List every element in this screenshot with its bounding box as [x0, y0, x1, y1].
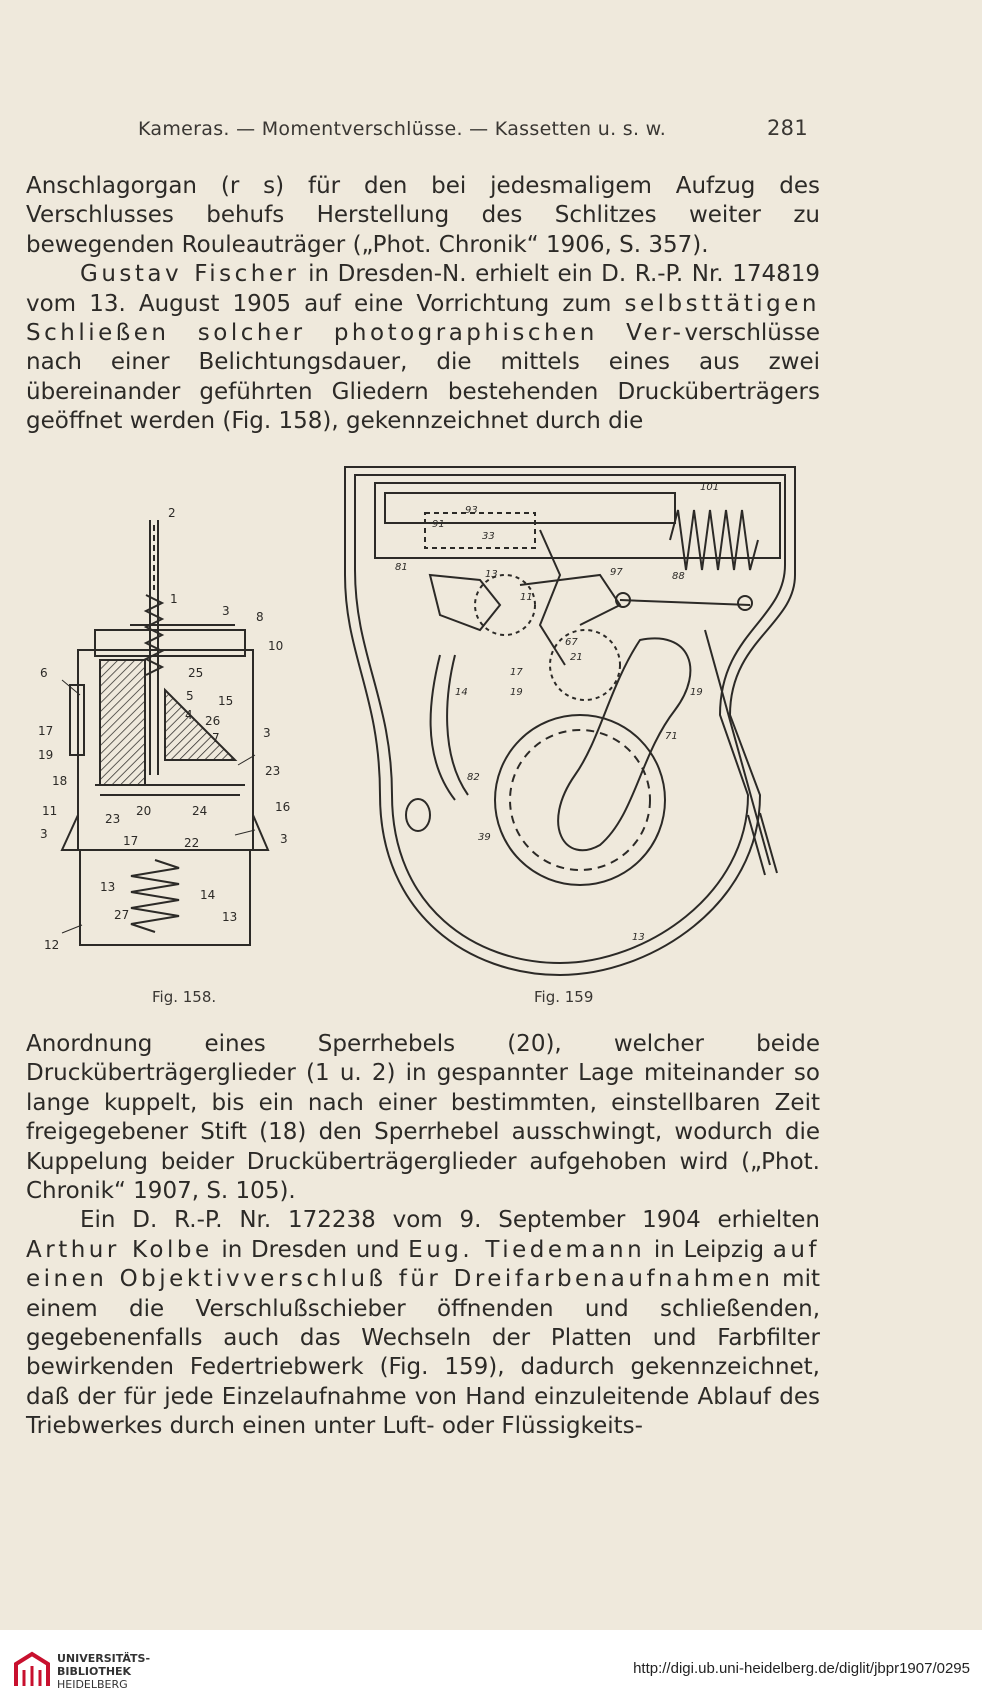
text-block-top: [26, 172, 820, 437]
figure-label: 3: [280, 832, 288, 846]
figure-label: 1: [170, 592, 178, 606]
library-name-line: UNIVERSITÄTS-: [57, 1652, 151, 1665]
library-name: [57, 1652, 150, 1691]
figure-label: 88: [672, 571, 685, 582]
figure-label: 23: [265, 764, 281, 778]
figure-label: 3: [40, 827, 48, 841]
figure-label: 3: [222, 604, 230, 618]
paragraph-text: in Dresden und: [221, 1236, 400, 1263]
figure-label: 3: [263, 726, 271, 740]
paragraph: [26, 1206, 820, 1441]
figure-label: 14: [455, 687, 468, 698]
figure-label: 91: [432, 519, 445, 530]
figure-label: 101: [700, 482, 720, 493]
figure-label: 7: [212, 731, 220, 745]
paragraph: [26, 260, 820, 436]
figure-label: 19: [510, 687, 523, 698]
figure-label: 13: [632, 932, 645, 943]
fig159-labels: [395, 482, 719, 943]
fig159-drawing: [345, 467, 795, 975]
figure-label: 13: [100, 880, 116, 894]
figure-label: 17: [123, 834, 139, 848]
paragraph-text: Nr. 174819 vom 13. August 1905 auf eine Vorrichtung zum: [26, 261, 820, 317]
figure-caption: Fig. 158.: [152, 988, 217, 1006]
paragraph-text: verschlüsse nach einer Belichtungsdauer, die mittels eines aus zwei übereinander geführten Gliedern bestehenden Drucküberträgers geöffnet werden (Fig. 158), gekennzeichnet durch die: [26, 320, 820, 435]
figure-label: 23: [105, 812, 121, 826]
figure-label: 18: [52, 774, 68, 788]
figure-illustrations: [0, 455, 982, 1015]
figure-label: 82: [467, 772, 480, 783]
university-library-logo-icon: [12, 1650, 52, 1690]
figure-label: 81: [395, 562, 408, 573]
paragraph: Anordnung eines Sperrhebels (20), welcher beide Drucküberträgerglieder (1 u. 2) in gespannter Lage miteinander so lange kuppelt, bis ein nach einer bestimmten, einstellbaren Zeit freigegebener Stift (18) den Sperrhebel ausschwingt, wodurch die Kuppelung beider Drucküberträgerglieder aufgehoben wird („Phot. Chronik“ 1907, S. 105).: [26, 1031, 820, 1205]
figure-label: 14: [200, 888, 216, 902]
figure-label: 2: [168, 506, 176, 520]
figure-label: 20: [136, 804, 152, 818]
figure-label: 13: [485, 569, 498, 580]
paragraph-text: in Leipzig: [653, 1236, 765, 1263]
figure-label: 19: [38, 748, 54, 762]
figure-label: 17: [38, 724, 54, 738]
figure-label: 33: [482, 531, 495, 542]
figure-label: 8: [256, 610, 264, 624]
source-url-link[interactable]: http://digi.ub.uni-heidelberg.de/diglit/jbpr1907/0295: [633, 1660, 970, 1677]
figure-label: 25: [188, 666, 204, 680]
paragraph-text: auf einen Objektivverschluß für Dreifarbenaufnahmen: [26, 1236, 821, 1293]
figure-label: 10: [268, 639, 284, 653]
figure-label: 11: [42, 804, 58, 818]
figure-label: 93: [465, 505, 478, 516]
figure-caption: Fig. 159: [534, 988, 594, 1006]
page-number: 281: [767, 116, 808, 140]
paragraph-text: selbsttätigen Schließen solcher photographischen Ver-: [26, 290, 820, 347]
text-block-bottom: [26, 1030, 820, 1442]
figure-label: 39: [478, 832, 491, 843]
figure-label: 67: [565, 637, 578, 648]
figure-label: 71: [665, 731, 678, 742]
running-header: [138, 116, 808, 140]
figure-label: 26: [205, 714, 221, 728]
paragraph-text: mit einem die Verschlußschieber öffnenden und schließenden, gegebenenfalls auch das Wechseln der Platten und Farbfilter bewirkenden Federtriebwerk (Fig. 159), dadurch gekennzeichnet, daß der für jede Einzelaufnahme von Hand einzuleitende Ablauf des Triebwerkes durch einen unter Luft- oder Flüssigkeits-: [26, 1266, 820, 1440]
figure-label: 17: [510, 667, 523, 678]
paragraph-text: in Dresden-N. erhielt ein D. R.-P.: [308, 261, 684, 288]
figure-label: 13: [222, 910, 238, 924]
running-title: Kameras. — Momentverschlüsse. — Kassetten u. s. w.: [138, 118, 667, 140]
figure-label: 19: [690, 687, 703, 698]
library-name-line: HEIDELBERG: [57, 1678, 128, 1691]
figure-label: 24: [192, 804, 208, 818]
figure-label: 11: [520, 592, 533, 603]
footer-bar: [0, 1630, 982, 1708]
figure-label: 4: [185, 708, 193, 722]
paragraph: Anschlagorgan (r s) für den bei jedesmaligem Aufzug des Verschlusses behufs Herstellung des Schlitzes weiter zu bewegenden Rouleauträger („Phot. Chronik“ 1906, S. 357).: [26, 173, 820, 258]
figure-label: 6: [40, 666, 48, 680]
library-name-line: BIBLIOTHEK: [57, 1665, 132, 1678]
figure-label: 16: [275, 800, 291, 814]
figure-label: 12: [44, 938, 60, 952]
figure-label: 5: [186, 689, 194, 703]
fig158-drawing: [62, 520, 268, 945]
paragraph-text: Ein D. R.-P. Nr. 172238 vom 9. September 1904 erhielten: [80, 1207, 820, 1234]
figure-label: 27: [114, 908, 130, 922]
figure-label: 22: [184, 836, 200, 850]
person-name: Eug. Tiedemann: [408, 1236, 646, 1263]
figure-label: 21: [570, 652, 583, 663]
figure-label: 15: [218, 694, 234, 708]
person-name: Gustav Fischer: [80, 261, 300, 288]
figure-label: 97: [610, 567, 623, 578]
person-name: Arthur Kolbe: [26, 1236, 213, 1263]
